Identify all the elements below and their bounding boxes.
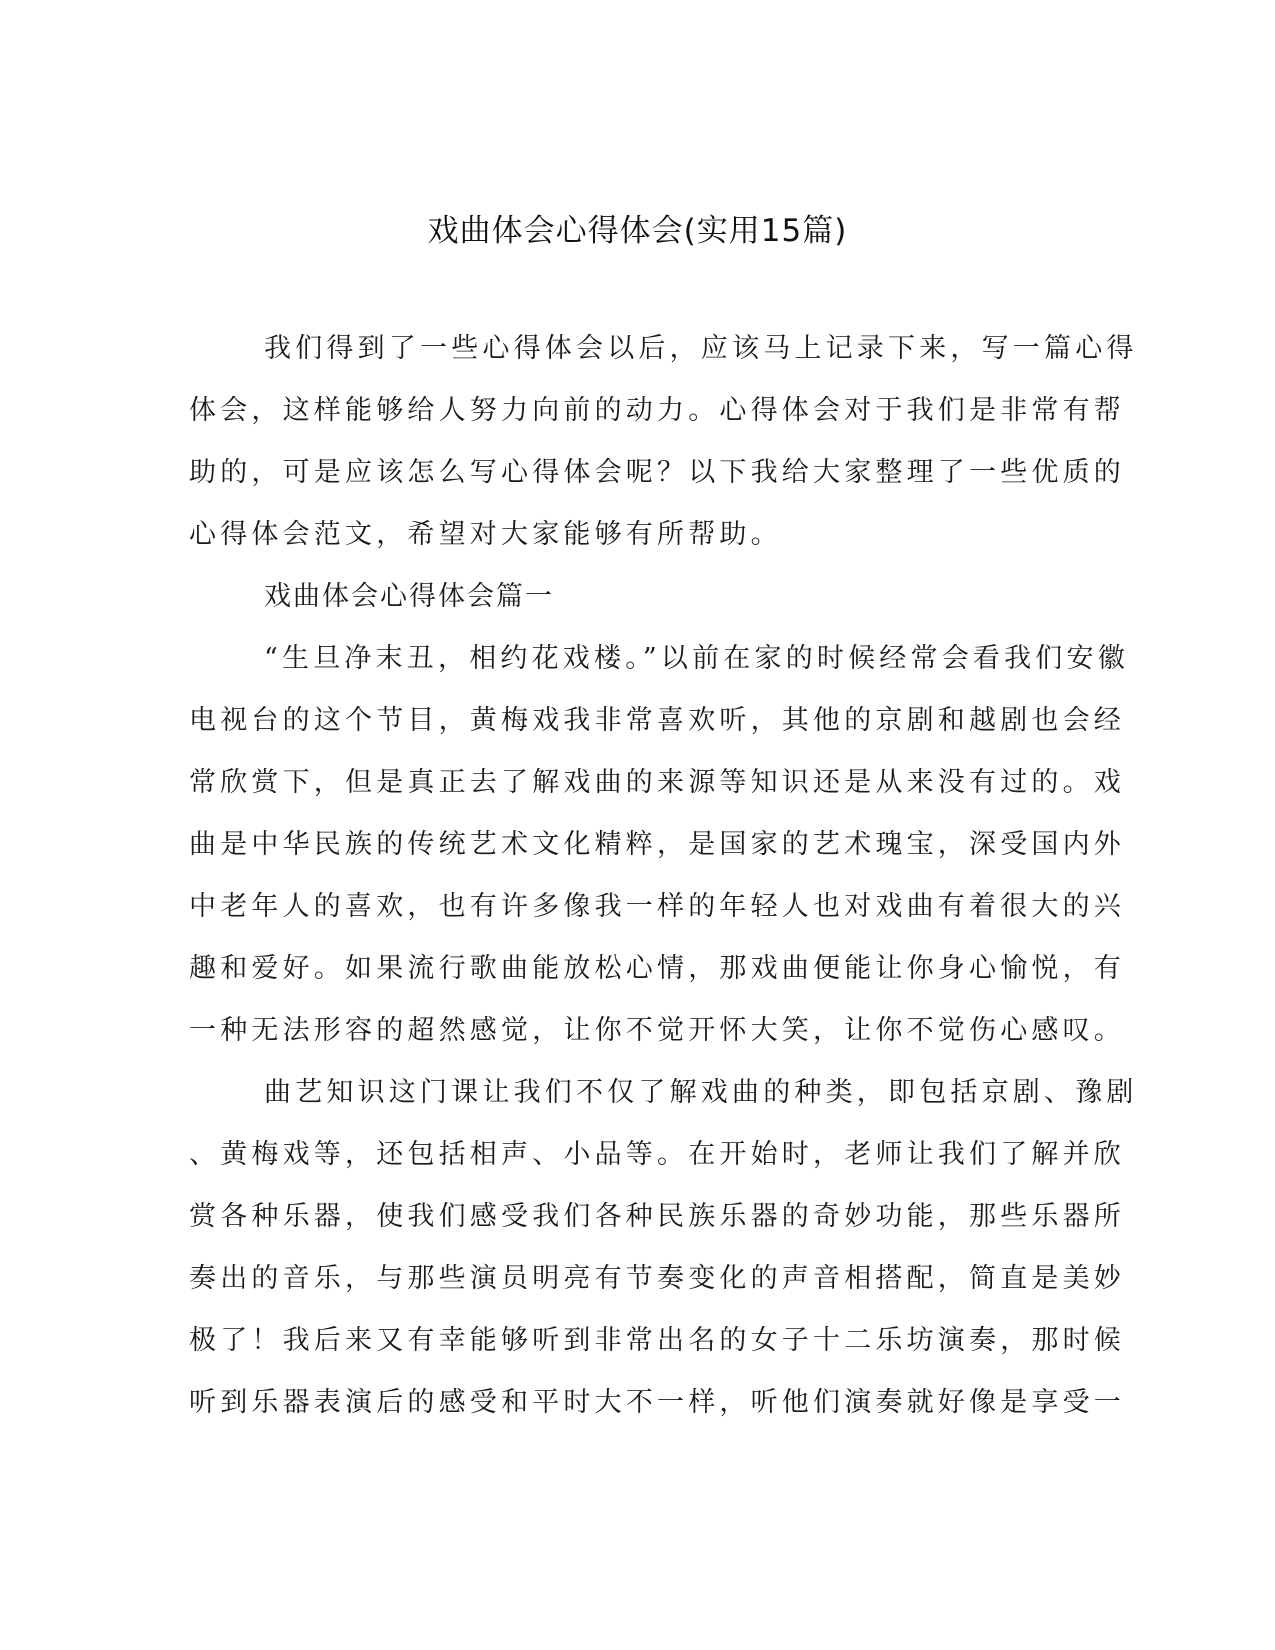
document-title: 戏曲体会心得体会(实用15篇)	[427, 213, 848, 249]
paragraph-line: 体会，这样能够给人努力向前的动力。心得体会对于我们是非常有帮	[189, 395, 1125, 426]
paragraph-line: 曲艺知识这门课让我们不仅了解戏曲的种类，即包括京剧、豫剧	[264, 1077, 1138, 1108]
paragraph-line: 电视台的这个节目，黄梅戏我非常喜欢听，其他的京剧和越剧也会经	[189, 705, 1125, 736]
paragraph-line: 极了！我后来又有幸能够听到非常出名的女子十二乐坊演奏，那时候	[189, 1325, 1125, 1356]
paragraph-line: 、黄梅戏等，还包括相声、小品等。在开始时，老师让我们了解并欣	[189, 1139, 1125, 1170]
paragraph-line: 常欣赏下，但是真正去了解戏曲的来源等知识还是从来没有过的。戏	[189, 767, 1125, 798]
paragraph-line: 心得体会范文，希望对大家能够有所帮助。	[189, 519, 782, 550]
paragraph-line: 助的，可是应该怎么写心得体会呢？以下我给大家整理了一些优质的	[189, 457, 1125, 488]
paragraph-line: 一种无法形容的超然感觉，让你不觉开怀大笑，让你不觉伤心感叹。	[189, 1015, 1125, 1046]
paragraph-line: “生旦净末丑，相约花戏楼。”以前在家的时候经常会看我们安徽	[264, 643, 1129, 674]
paragraph-line: 听到乐器表演后的感受和平时大不一样，听他们演奏就好像是享受一	[189, 1387, 1125, 1418]
document-body	[189, 318, 1138, 1434]
paragraph-line: 我们得到了一些心得体会以后，应该马上记录下来，写一篇心得	[264, 333, 1138, 364]
paragraph-line: 曲是中华民族的传统艺术文化精粹，是国家的艺术瑰宝，深受国内外	[189, 829, 1125, 860]
paragraph-line: 奏出的音乐，与那些演员明亮有节奏变化的声音相搭配，简直是美妙	[189, 1263, 1125, 1294]
section-heading: 戏曲体会心得体会篇一	[264, 581, 554, 612]
paragraph-line: 中老年人的喜欢，也有许多像我一样的年轻人也对戏曲有着很大的兴	[189, 891, 1125, 922]
paragraph-line: 趣和爱好。如果流行歌曲能放松心情，那戏曲便能让你身心愉悦，有	[189, 953, 1125, 984]
paragraph-line: 赏各种乐器，使我们感受我们各种民族乐器的奇妙功能，那些乐器所	[189, 1201, 1125, 1232]
